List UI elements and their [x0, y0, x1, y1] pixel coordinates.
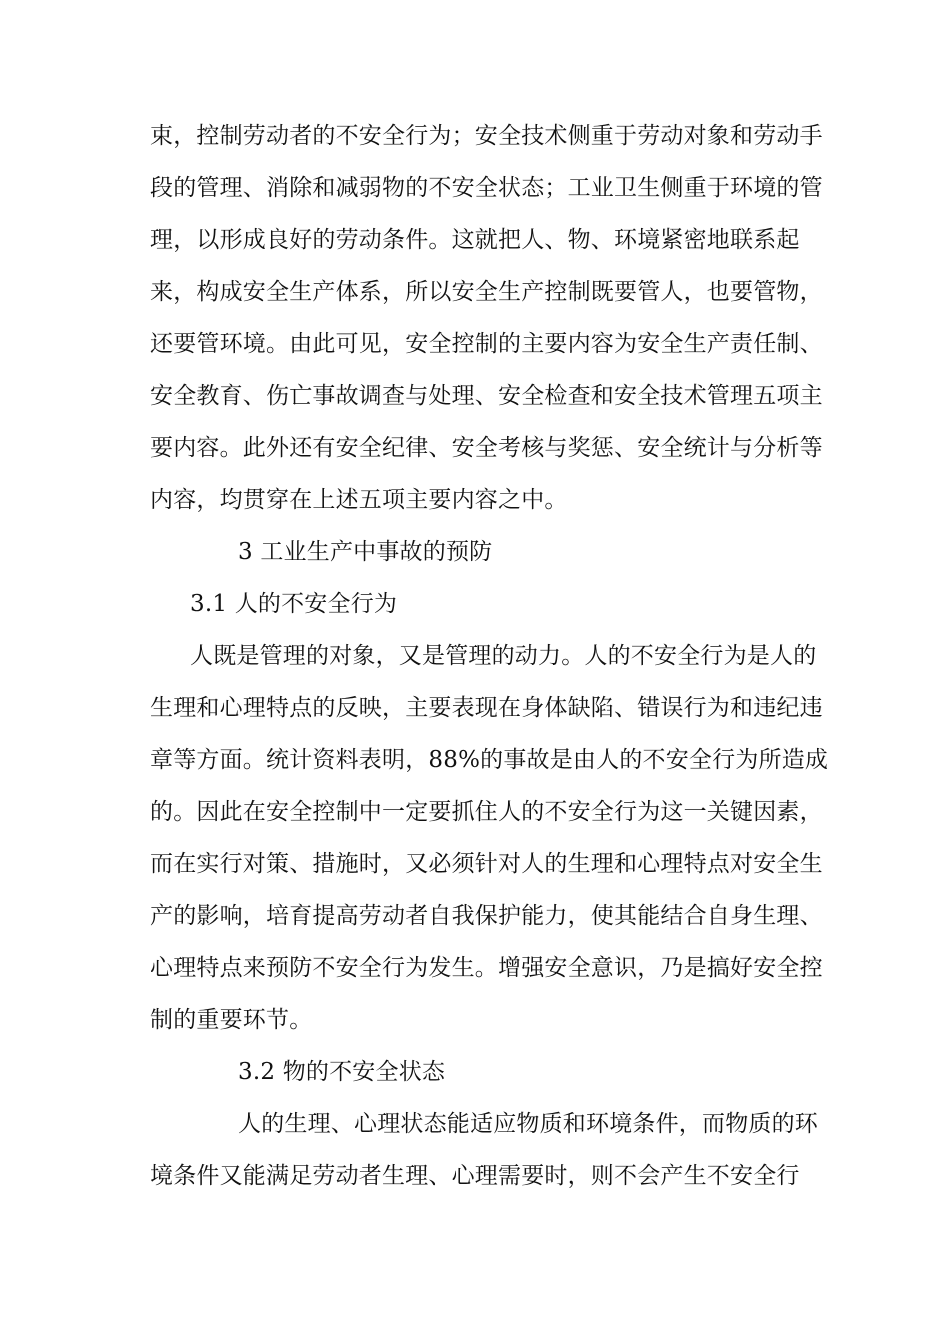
paragraph-line: 境条件又能满足劳动者生理、心理需要时，则不会产生不安全行: [150, 1163, 800, 1189]
paragraph-line: 束，控制劳动者的不安全行为；安全技术侧重于劳动对象和劳动手: [150, 123, 823, 149]
paragraph-line: 段的管理、消除和减弱物的不安全状态；工业卫生侧重于环境的管: [150, 175, 823, 201]
paragraph-line: 心理特点来预防不安全行为发生。增强安全意识，乃是搞好安全控: [150, 955, 823, 981]
paragraph-line: 内容，均贯穿在上述五项主要内容之中。: [150, 487, 568, 513]
subsection-heading: 3.1 人的不安全行为: [190, 591, 398, 617]
paragraph-line: 理，以形成良好的劳动条件。这就把人、物、环境紧密地联系起: [150, 227, 800, 253]
paragraph-line: 的。因此在安全控制中一定要抓住人的不安全行为这一关键因素，: [150, 799, 823, 825]
paragraph-line: 生理和心理特点的反映，主要表现在身体缺陷、错误行为和违纪违: [150, 695, 823, 721]
paragraph-line: 安全教育、伤亡事故调查与处理、安全检查和安全技术管理五项主: [150, 383, 823, 409]
paragraph-line: 而在实行对策、措施时，又必须针对人的生理和心理特点对安全生: [150, 851, 823, 877]
paragraph-line: 产的影响，培育提高劳动者自我保护能力，使其能结合自身生理、: [150, 903, 823, 929]
paragraph-line: 人既是管理的对象，又是管理的动力。人的不安全行为是人的: [190, 643, 817, 669]
paragraph-line: 制的重要环节。: [150, 1007, 313, 1033]
paragraph-line: 要内容。此外还有安全纪律、安全考核与奖惩、安全统计与分析等: [150, 435, 823, 461]
paragraph-line: 人的生理、心理状态能适应物质和环境条件，而物质的环: [238, 1111, 818, 1137]
paragraph-line: 章等方面。统计资料表明，88%的事故是由人的不安全行为所造成: [150, 747, 829, 773]
subsection-heading: 3.2 物的不安全状态: [238, 1059, 446, 1085]
section-heading: 3 工业生产中事故的预防: [238, 539, 493, 565]
paragraph-line: 来，构成安全生产体系，所以安全生产控制既要管人，也要管物，: [150, 279, 823, 305]
paragraph-line: 还要管环境。由此可见，安全控制的主要内容为安全生产责任制、: [150, 331, 823, 357]
